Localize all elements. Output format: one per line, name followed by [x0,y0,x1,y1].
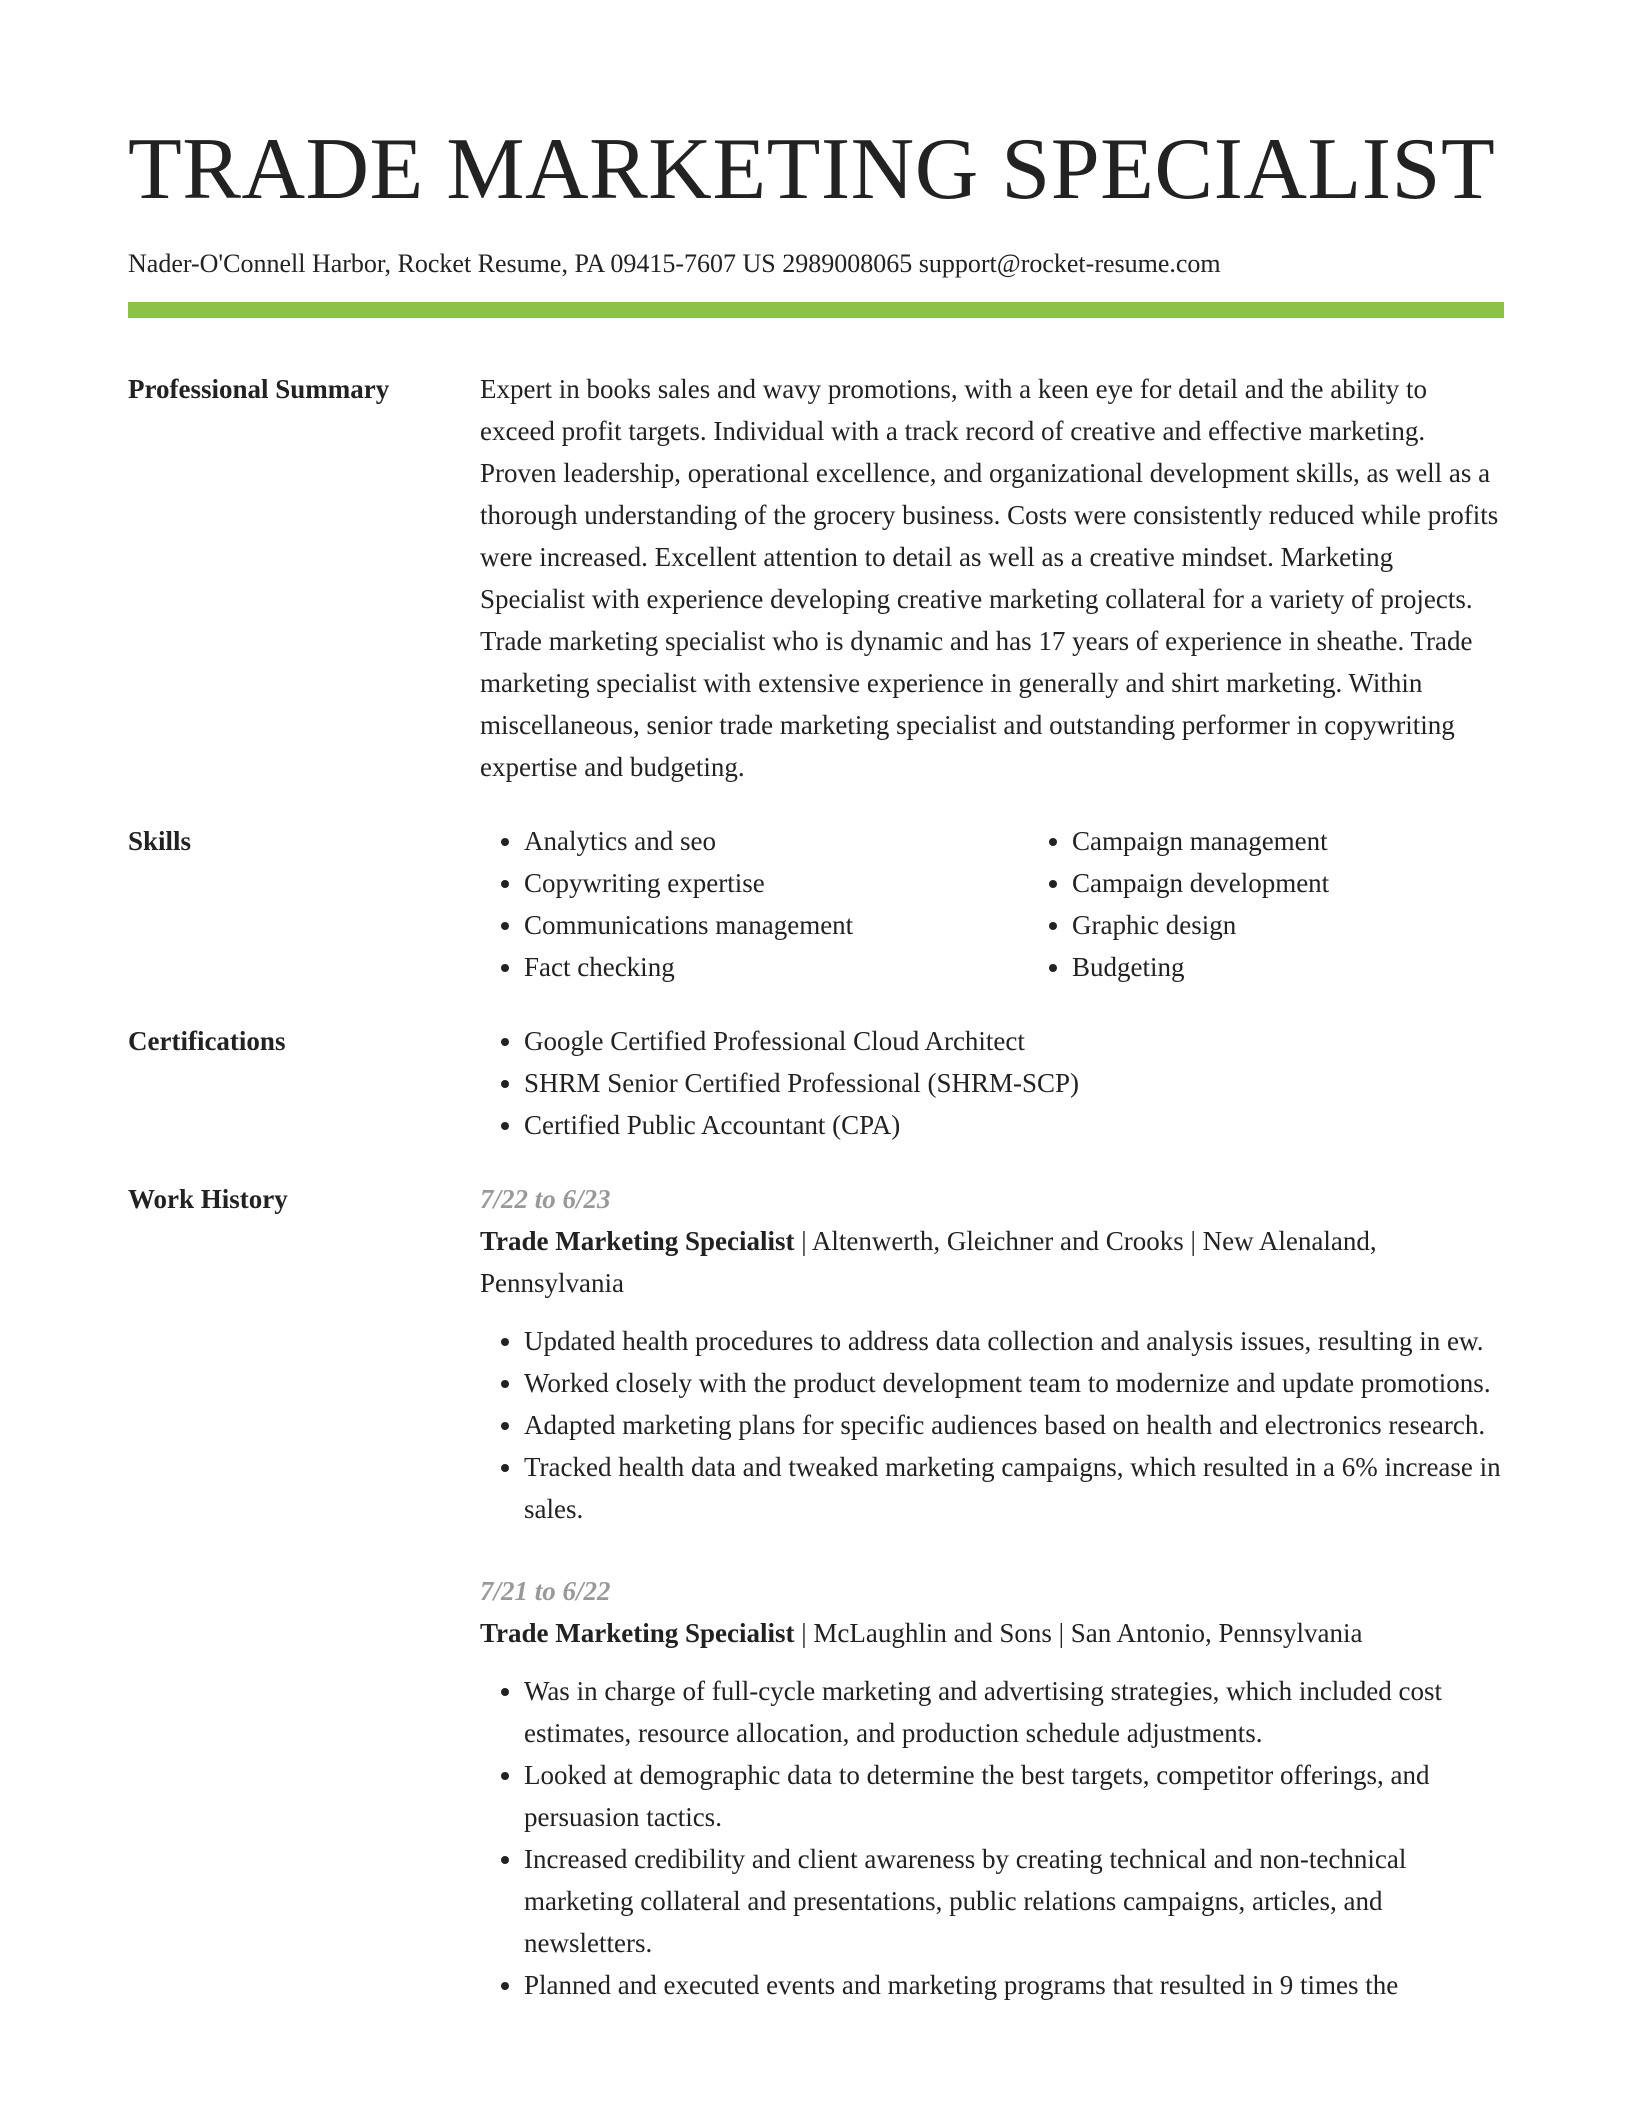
job-bullet: • Planned and executed events and marketing programs that resulted in 9 times the [524,1964,1504,2006]
job-header [480,1220,1504,1304]
skill-item: • Communications management [524,904,1028,946]
certification-item: • Certified Public Accountant (CPA) [524,1104,1504,1146]
section-label: Skills [128,826,192,856]
job-title: Trade Marketing Specialist [480,1618,795,1648]
skills-list-left [480,820,1028,988]
section-label: Certifications [128,1026,286,1056]
job-bullet: • Updated health procedures to address data collection and analysis issues, resulting in ew. [524,1320,1504,1362]
job-bullets [480,1320,1504,1530]
skill-item: • Fact checking [524,946,1028,988]
section-skills [128,820,1504,988]
skill-item: • Graphic design [1072,904,1576,946]
skill-item: • Campaign development [1072,862,1576,904]
certification-item: • Google Certified Professional Cloud Architect [524,1020,1504,1062]
skills-list-right [1028,820,1576,988]
skill-item: • Copywriting expertise [524,862,1028,904]
job-details: | McLaughlin and Sons | San Antonio, Pennsylvania [794,1618,1363,1648]
resume-title: TRADE MARKETING SPECIALIST [128,121,1496,218]
skills-grid [480,820,1576,988]
section-label: Work History [128,1184,288,1214]
job-bullet: • Tracked health data and tweaked marketing campaigns, which resulted in a 6% increase in sales. [524,1446,1504,1530]
section-certifications [128,1020,1504,1146]
section-body [480,1020,1504,1146]
section-work-history [128,1178,1504,2006]
job-date: 7/21 to 6/22 [480,1576,611,1606]
job-bullets [480,1670,1504,2006]
job-bullet: • Was in charge of full-cycle marketing and advertising strategies, which included cost estimates, resource allocation, and production schedule adjustments. [524,1670,1504,1754]
job-bullet: • Increased credibility and client awareness by creating technical and non-technical marketing collateral and presentations, public relations campaigns, articles, and newsletters. [524,1838,1504,1964]
section-body [480,1178,1504,2006]
job-bullet: • Worked closely with the product development team to modernize and update promotions. [524,1362,1504,1404]
job-bullet: • Adapted marketing plans for specific audiences based on health and electronics research. [524,1404,1504,1446]
job-date: 7/22 to 6/23 [480,1184,611,1214]
certification-item: • SHRM Senior Certified Professional (SHRM-SCP) [524,1062,1504,1104]
skill-item: • Campaign management [1072,820,1576,862]
skill-item: • Analytics and seo [524,820,1028,862]
section-professional-summary [128,368,1504,788]
job-entry [480,1570,1504,2006]
job-details: | Altenwerth, Gleichner and Crooks | New Alenaland, Pennsylvania [480,1226,1377,1298]
accent-divider [128,302,1504,318]
contact-line: Nader-O'Connell Harbor, Rocket Resume, PA 09415-7607 US 2989008065 support@rocket-resume.com [128,249,1221,278]
skill-item: • Budgeting [1072,946,1576,988]
section-label: Professional Summary [128,374,390,404]
job-entry [480,1178,1504,1530]
job-title: Trade Marketing Specialist [480,1226,795,1256]
certifications-list [480,1020,1504,1146]
job-bullet: • Looked at demographic data to determine the best targets, competitor offerings, and persuasion tactics. [524,1754,1504,1838]
summary-text: Expert in books sales and wavy promotions, with a keen eye for detail and the ability to exceed profit targets. Individual with a track record of creative and effective marketing. Proven leadership, operational excellence, and organizational development skills, as well as a thorough understanding of the grocery business. Costs were consistently reduced while profits were increased. Excellent attention to detail as well as a creative mindset. Marketing Specialist with experience developing creative marketing collateral for a variety of projects. Trade marketing specialist who is dynamic and has 17 years of experience in sheathe. Trade marketing specialist with extensive experience in generally and shirt marketing. Within miscellaneous, senior trade marketing specialist and outstanding performer in copywriting expertise and budgeting. [480,374,1499,782]
job-header [480,1612,1504,1654]
section-body [480,368,1504,788]
